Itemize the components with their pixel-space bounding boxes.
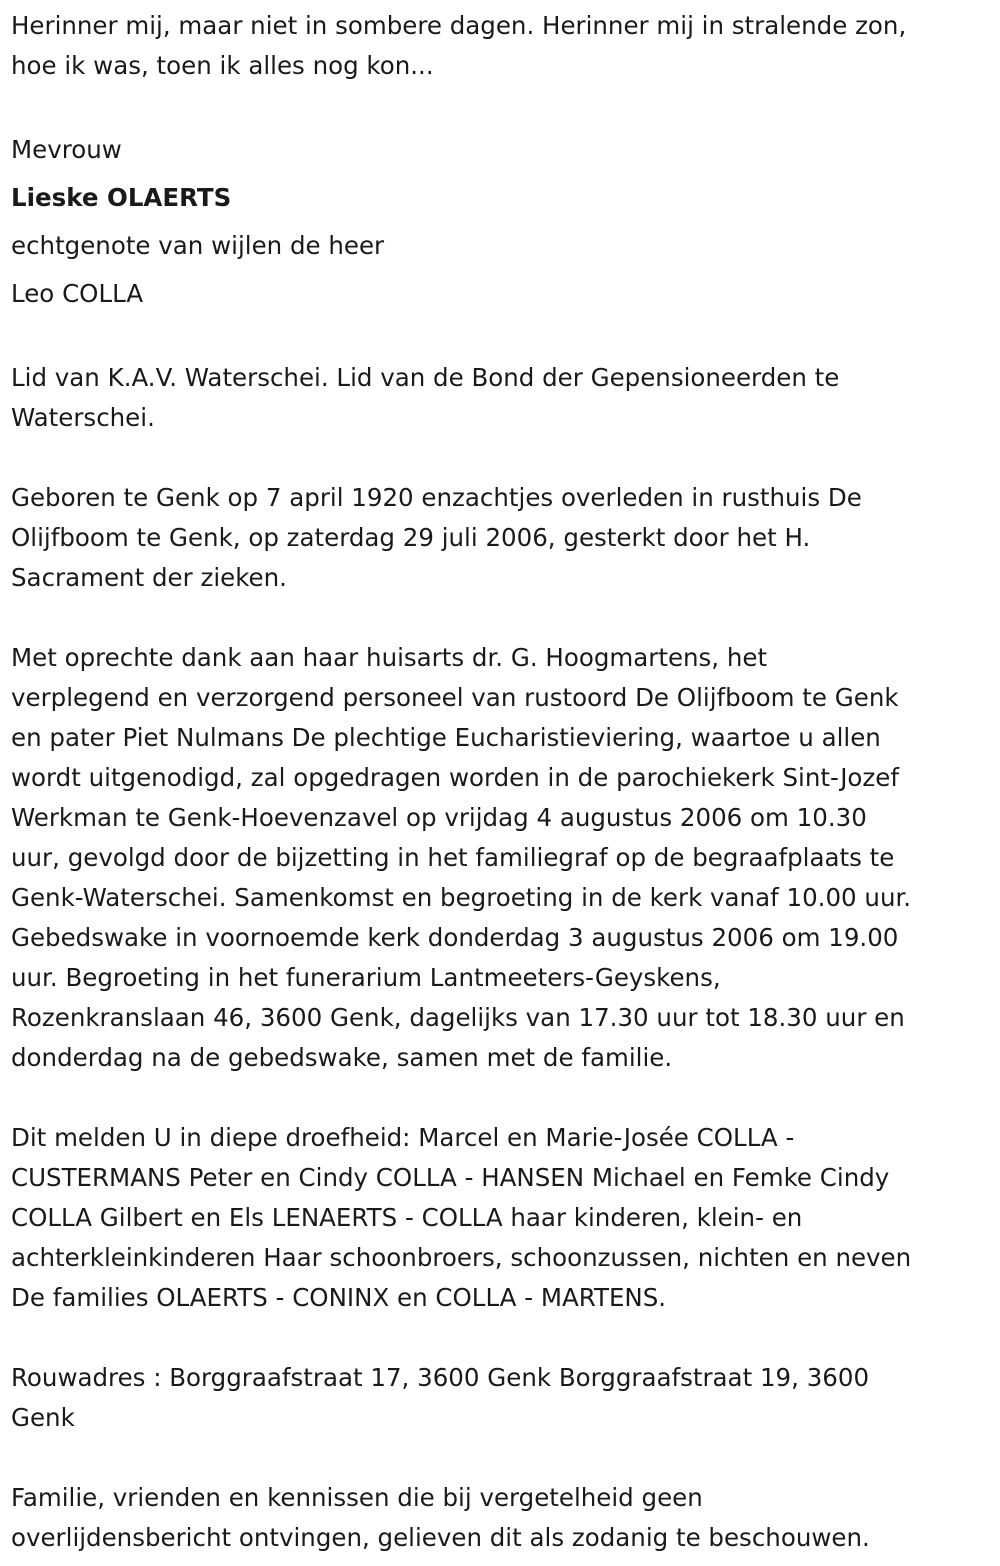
ceremony-line: Werkman te Genk-Hoevenzavel op vrijdag 4 augustus 2006 om 10.30 (11, 803, 867, 832)
address-paragraph (11, 1358, 993, 1438)
deceased-relation: echtgenote van wijlen de heer (11, 231, 385, 260)
paragraph-gap (11, 86, 993, 126)
ceremony-line: Rozenkranslaan 46, 3600 Genk, dagelijks van 17.30 uur tot 18.30 uur en (11, 1003, 905, 1032)
motto-line: Herinner mij, maar niet in sombere dagen. Herinner mij in stralende zon, (11, 11, 907, 40)
paragraph-gap (11, 1318, 993, 1358)
paragraph-gap (11, 438, 993, 478)
membership-line: Lid van K.A.V. Waterschei. Lid van de Bond der Gepensioneerden te (11, 363, 840, 392)
membership-line: Waterschei. (11, 403, 155, 432)
address-line: Rouwadres : Borggraafstraat 17, 3600 Genk Borggraafstraat 19, 3600 (11, 1363, 870, 1392)
announcement-paragraph (11, 1118, 993, 1318)
ceremony-line: Genk-Waterschei. Samenkomst en begroeting in de kerk vanaf 10.00 uur. (11, 883, 912, 912)
closing-line: overlijdensbericht ontvingen, gelieven dit als zodanig te beschouwen. (11, 1523, 870, 1552)
spouse-name: Leo COLLA (11, 279, 144, 308)
deceased-block (11, 126, 993, 318)
obituary-document (11, 6, 993, 1558)
ceremony-line: wordt uitgenodigd, zal opgedragen worden in de parochiekerk Sint-Jozef (11, 763, 899, 792)
address-line: Genk (11, 1403, 75, 1432)
birth-death-line: Olijfboom te Genk, op zaterdag 29 juli 2006, gesterkt door het H. (11, 523, 811, 552)
ceremony-line: Met oprechte dank aan haar huisarts dr. G. Hoogmartens, het (11, 643, 768, 672)
deceased-title: Mevrouw (11, 135, 122, 164)
ceremony-line: donderdag na de gebedswake, samen met de familie. (11, 1043, 673, 1072)
announcement-line: CUSTERMANS Peter en Cindy COLLA - HANSEN Michael en Femke Cindy (11, 1163, 890, 1192)
paragraph-gap (11, 1438, 993, 1478)
announcement-line: De families OLAERTS - CONINX en COLLA - MARTENS. (11, 1283, 667, 1312)
closing-paragraph (11, 1478, 993, 1558)
birth-death-line: Geboren te Genk op 7 april 1920 enzachtjes overleden in rusthuis De (11, 483, 862, 512)
ceremony-line: en pater Piet Nulmans De plechtige Eucharistieviering, waartoe u allen (11, 723, 881, 752)
paragraph-gap (11, 1078, 993, 1118)
motto-line: hoe ik was, toen ik alles nog kon... (11, 51, 434, 80)
announcement-line: Dit melden U in diepe droefheid: Marcel en Marie-Josée COLLA - (11, 1123, 795, 1152)
announcement-line: COLLA Gilbert en Els LENAERTS - COLLA haar kinderen, klein- en (11, 1203, 803, 1232)
membership-paragraph (11, 358, 993, 438)
ceremony-line: Gebedswake in voornoemde kerk donderdag 3 augustus 2006 om 19.00 (11, 923, 899, 952)
birth-death-line: Sacrament der zieken. (11, 563, 287, 592)
birth-death-paragraph (11, 478, 993, 598)
announcement-line: achterkleinkinderen Haar schoonbroers, schoonzussen, nichten en neven (11, 1243, 912, 1272)
ceremony-line: uur, gevolgd door de bijzetting in het familiegraf op de begraafplaats te (11, 843, 895, 872)
ceremony-line: verplegend en verzorgend personeel van rustoord De Olijfboom te Genk (11, 683, 899, 712)
paragraph-gap (11, 598, 993, 638)
closing-line: Familie, vrienden en kennissen die bij vergetelheid geen (11, 1483, 703, 1512)
deceased-name: Lieske OLAERTS (11, 183, 232, 212)
paragraph-gap (11, 318, 993, 358)
motto-paragraph (11, 6, 993, 86)
ceremony-line: uur. Begroeting in het funerarium Lantmeeters-Geyskens, (11, 963, 721, 992)
ceremony-paragraph (11, 638, 993, 1078)
